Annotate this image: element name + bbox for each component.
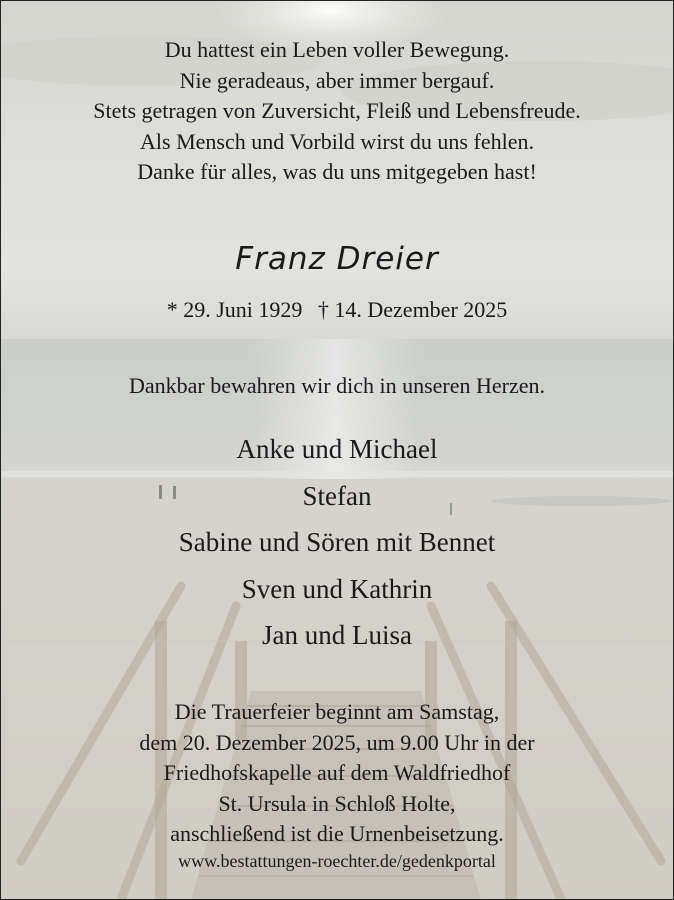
service-line: dem 20. Dezember 2025, um 9.00 Uhr in der bbox=[139, 729, 535, 755]
service-line: anschließend ist die Urnenbeisetzung. bbox=[170, 821, 504, 846]
service-line: Die Trauerfeier beginnt am Samstag, bbox=[174, 699, 500, 724]
mourner: Sven und Kathrin bbox=[241, 573, 433, 604]
poem-line: Stets getragen von Zuversicht, Fleiß und Lebensfreude. bbox=[93, 98, 581, 123]
life-dates bbox=[1, 297, 673, 323]
memorial-portal-link[interactable]: www.bestattungen-roechter.de/gedenkportal bbox=[178, 851, 496, 871]
poem-line: Nie geradeaus, aber immer bergauf. bbox=[179, 67, 495, 93]
birth-date: * 29. Juni 1929 bbox=[166, 297, 303, 322]
mourner: Jan und Luisa bbox=[262, 620, 412, 650]
mourner: Stefan bbox=[302, 480, 372, 511]
poem-line: Als Mensch und Vorbild wirst du uns fehlen. bbox=[140, 128, 534, 154]
death-date: † 14. Dezember 2025 bbox=[317, 297, 508, 322]
mourner: Sabine und Sören mit Bennet bbox=[178, 527, 496, 557]
service-line: St. Ursula in Schloß Holte, bbox=[218, 790, 456, 816]
service-line: Friedhofskapelle auf dem Waldfriedhof bbox=[163, 760, 511, 785]
poem-line: Danke für alles, was du uns mitgegeben hast! bbox=[137, 159, 537, 184]
poem bbox=[1, 35, 673, 188]
thanks-line: Dankbar bewahren wir dich in unseren Herzen. bbox=[129, 373, 545, 398]
mourner: Anke und Michael bbox=[236, 434, 438, 464]
deceased-name: Franz Dreier bbox=[235, 241, 439, 277]
mourners-list bbox=[1, 426, 673, 659]
funeral-service-info bbox=[1, 697, 673, 850]
poem-line: Du hattest ein Leben voller Bewegung. bbox=[164, 37, 510, 62]
